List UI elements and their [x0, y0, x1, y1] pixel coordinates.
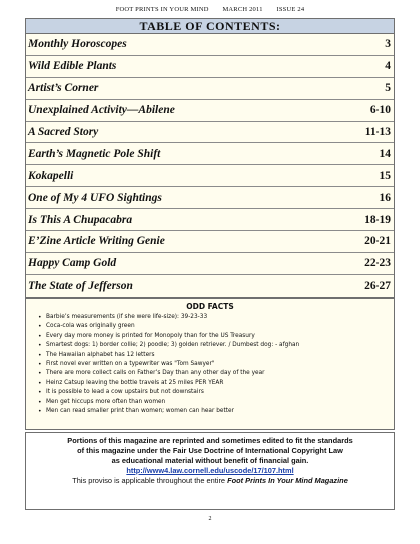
- odd-fact-item: • Smartest dogs: 1) border collie; 2) poodle; 3) golden retriever. / Dumbest dog: - afghan: [38, 341, 394, 350]
- toc-item-pages: 15: [379, 169, 391, 182]
- odd-fact-item: • It is possible to lead a cow upstairs but not downstairs: [38, 388, 394, 397]
- toc-item-title: Happy Camp Gold: [28, 257, 117, 270]
- notice-line-1: Portions of this magazine are reprinted and sometimes edited to fit the standards: [67, 436, 353, 445]
- toc-item-pages: 14: [379, 147, 391, 160]
- toc-item-title: One of My 4 UFO Sightings: [28, 191, 162, 204]
- toc-item-pages: 20-21: [364, 235, 391, 248]
- toc-list: [26, 34, 394, 297]
- notice-line-3: as educational material without benefit of financial gain.: [111, 456, 309, 465]
- odd-fact-item: • Heinz Catsup leaving the bottle travels at 25 miles PER YEAR: [38, 379, 394, 388]
- toc-row[interactable]: [26, 209, 394, 231]
- toc-item-title: Kokapelli: [28, 169, 74, 182]
- odd-fact-item: • The Hawaiian alphabet has 12 letters: [38, 351, 394, 360]
- magazine-title: FOOT PRINTS IN YOUR MIND: [115, 6, 209, 13]
- toc-row[interactable]: [26, 253, 394, 275]
- toc-row[interactable]: [26, 100, 394, 122]
- toc-item-pages: 26-27: [364, 279, 391, 292]
- toc-item-pages: 4: [385, 60, 391, 73]
- page-header: [0, 6, 420, 13]
- toc-row[interactable]: [26, 122, 394, 144]
- toc-row[interactable]: [26, 165, 394, 187]
- toc-item-pages: 22-23: [364, 257, 391, 270]
- toc-item-title: The State of Jefferson: [28, 279, 133, 292]
- magazine-name: Foot Prints In Your Mind Magazine: [227, 476, 348, 485]
- toc-row[interactable]: [26, 187, 394, 209]
- odd-facts-list: [26, 313, 394, 416]
- toc-item-title: Is This A Chupacabra: [28, 213, 133, 226]
- odd-fact-item: • There are more collect calls on Father’s Day than any other day of the year: [38, 369, 394, 378]
- odd-facts-heading: ODD FACTS: [186, 302, 234, 311]
- toc-item-title: Monthly Horoscopes: [28, 38, 127, 51]
- toc-item-title: Artist’s Corner: [28, 82, 99, 95]
- toc-item-title: Earth’s Magnetic Pole Shift: [28, 147, 161, 160]
- toc-item-title: A Sacred Story: [28, 126, 99, 138]
- toc-row[interactable]: [26, 56, 394, 78]
- table-of-contents: [25, 18, 395, 298]
- toc-row[interactable]: [26, 143, 394, 165]
- toc-row[interactable]: [26, 231, 394, 253]
- odd-fact-item: • Barbie’s measurements (if she were life-size): 39-23-33: [38, 313, 394, 322]
- odd-fact-item: • Every day more money is printed for Monopoly than for the US Treasury: [38, 332, 394, 341]
- toc-item-pages: 5: [385, 82, 391, 95]
- odd-fact-item: • First novel ever written on a typewriter was "Tom Sawyer": [38, 360, 394, 369]
- toc-heading: TABLE OF CONTENTS:: [26, 19, 394, 34]
- toc-row[interactable]: [26, 34, 394, 56]
- toc-item-pages: 6-10: [369, 104, 391, 117]
- issue-number: ISSUE 24: [276, 6, 305, 13]
- toc-item-pages: 18-19: [364, 213, 391, 226]
- page-number: 2: [208, 516, 212, 522]
- toc-item-pages: 3: [385, 38, 391, 51]
- issue-date: MARCH 2011: [222, 6, 263, 13]
- odd-fact-item: • Men can read smaller print than women; women can hear better: [38, 407, 394, 416]
- odd-facts-box: [25, 298, 395, 430]
- notice-line-5: [26, 476, 394, 486]
- toc-item-pages: 11-13: [364, 126, 391, 138]
- copyright-notice: [25, 432, 395, 510]
- toc-item-title: Wild Edible Plants: [28, 60, 117, 73]
- toc-row[interactable]: [26, 275, 394, 297]
- toc-item-title: E’Zine Article Writing Genie: [28, 235, 165, 248]
- toc-item-pages: 16: [379, 191, 391, 204]
- toc-row[interactable]: [26, 78, 394, 100]
- odd-fact-item: • Coca-cola was originally green: [38, 322, 394, 331]
- notice-line-2: of this magazine under the Fair Use Doctrine of International Copyright Law: [77, 446, 343, 455]
- toc-item-title: Unexplained Activity—Abilene: [28, 104, 175, 117]
- odd-fact-item: • Men get hiccups more often than women: [38, 398, 394, 407]
- copyright-law-link[interactable]: http://www4.law.cornell.edu/uscode/17/107.html: [126, 466, 294, 475]
- notice-line-5-prefix: This proviso is applicable throughout the entire: [72, 476, 226, 485]
